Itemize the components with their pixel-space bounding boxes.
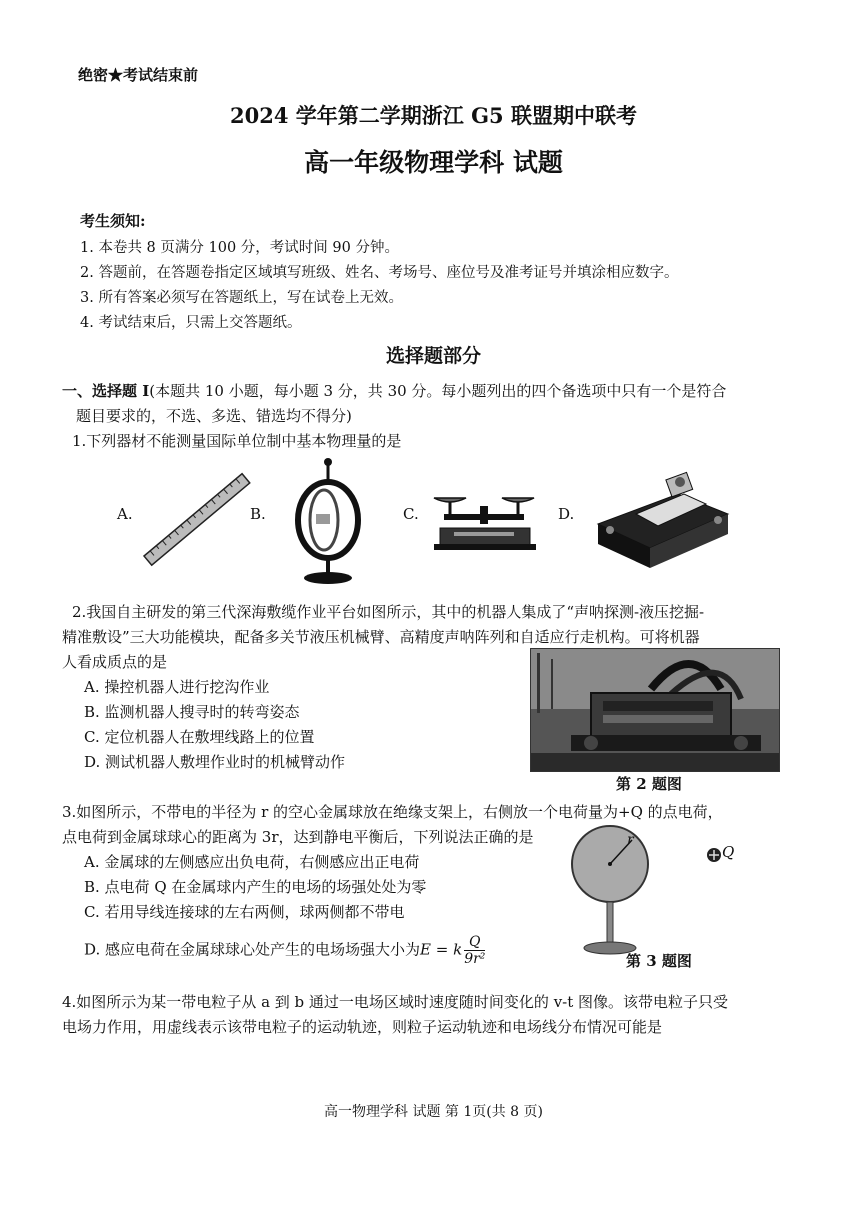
q2-stem-line1: 2.我国自主研发的第三代深海敷缆作业平台如图所示，其中的机器人集成了“声呐探测-液压挖掘- [72, 603, 705, 621]
q2-stem-line2: 精准敷设”三大功能模块，配备多关节液压机械臂、高精度声呐阵列和自适应行走机构。可将机器 [62, 628, 700, 646]
q3-option-d-text: D. 感应电荷在金属球球心处产生的电场场强大小为 [84, 940, 421, 959]
q3-stem-line2: 点电荷到金属球球心的距离为 3r，达到静电平衡后，下列说法正确的是 [62, 828, 534, 846]
q2-option-b: B. 监测机器人搜寻时的转弯姿态 [84, 703, 300, 721]
notice-item: 4. 考试结束后，只需上交答题纸。 [80, 315, 302, 331]
q2-stem-line3: 人看成质点的是 [62, 653, 168, 671]
notice-item: 2. 答题前，在答题卷指定区域填写班级、姓名、考场号、座位号及准考证号并填涂相应数字。 [80, 265, 679, 281]
formula-numerator: Q [464, 934, 485, 951]
q3-option-c: C. 若用导线连接球的左右两侧，球两侧都不带电 [84, 903, 405, 921]
radius-label: r [627, 832, 634, 848]
balance-scale-image [430, 486, 550, 556]
notice-heading: 考生须知: [80, 212, 146, 230]
q1-option-b-label: B. [250, 505, 266, 523]
q1-option-a-label: A. [117, 505, 133, 523]
q1-stem: 1.下列器材不能测量国际单位制中基本物理量的是 [72, 432, 402, 450]
q3-stem-line1: 3.如图所示，不带电的半径为 r 的空心金属球放在绝缘支架上，右侧放一个电荷量为+Q 的点电荷， [62, 803, 723, 821]
q3-option-d [84, 934, 485, 967]
q3-option-b: B. 点电荷 Q 在金属球内产生的电场的场强处处为零 [84, 878, 427, 896]
confidential-label: 绝密★考试结束前 [78, 66, 199, 84]
part1-heading: 一、选择题 I [62, 382, 150, 400]
q2-option-d: D. 测试机器人敷埋作业时的机械臂动作 [84, 753, 346, 771]
q2-option-a: A. 操控机器人进行挖沟作业 [84, 678, 270, 696]
exam-subtitle: 高一年级物理学科 试题 [304, 148, 563, 177]
q2-figure-caption: 第 2 题图 [616, 775, 682, 793]
formula-denominator: 9r² [464, 951, 486, 967]
page-footer: 高一物理学科 试题 第 1页(共 8 页) [324, 1104, 543, 1120]
part1-desc-line2: 题目要求的，不选、多选、错选均不得分) [76, 407, 352, 425]
charge-label: Q [722, 843, 735, 861]
ring-apparatus-image [290, 458, 370, 588]
q4-stem-line2: 电场力作用，用虚线表示该带电粒子的运动轨迹，则粒子运动轨迹和电场线分布情况可能是 [62, 1018, 663, 1036]
part1-heading-line [62, 380, 726, 401]
q3-option-a: A. 金属球的左侧感应出负电荷，右侧感应出正电荷 [84, 853, 420, 871]
timer-device-image [588, 464, 738, 574]
q1-option-c-label: C. [403, 505, 419, 523]
notice-item: 3. 所有答案必须写在答题纸上，写在试卷上无效。 [80, 290, 403, 306]
robot-photo [530, 648, 780, 772]
formula-lhs: E = k [420, 940, 463, 959]
part1-desc: (本题共 10 小题，每小题 3 分，共 30 分。每小题列出的四个备选项中只有一个是符合 [149, 382, 727, 400]
section-title: 选择题部分 [385, 345, 481, 367]
q2-option-c: C. 定位机器人在敷埋线路上的位置 [84, 728, 315, 746]
q4-stem-line1: 4.如图所示为某一带电粒子从 a 到 b 通过一电场区域时速度随时间变化的 v-t 图像。该带电粒子只受 [62, 993, 729, 1011]
ruler-image [140, 466, 250, 566]
exam-title: 2024 学年第二学期浙江 G5 联盟期中联考 [230, 103, 637, 128]
q3-figure-caption: 第 3 题图 [626, 952, 692, 970]
q1-option-d-label: D. [558, 505, 575, 523]
notice-item: 1. 本卷共 8 页满分 100 分，考试时间 90 分钟。 [80, 240, 399, 256]
formula-fraction [464, 934, 485, 967]
